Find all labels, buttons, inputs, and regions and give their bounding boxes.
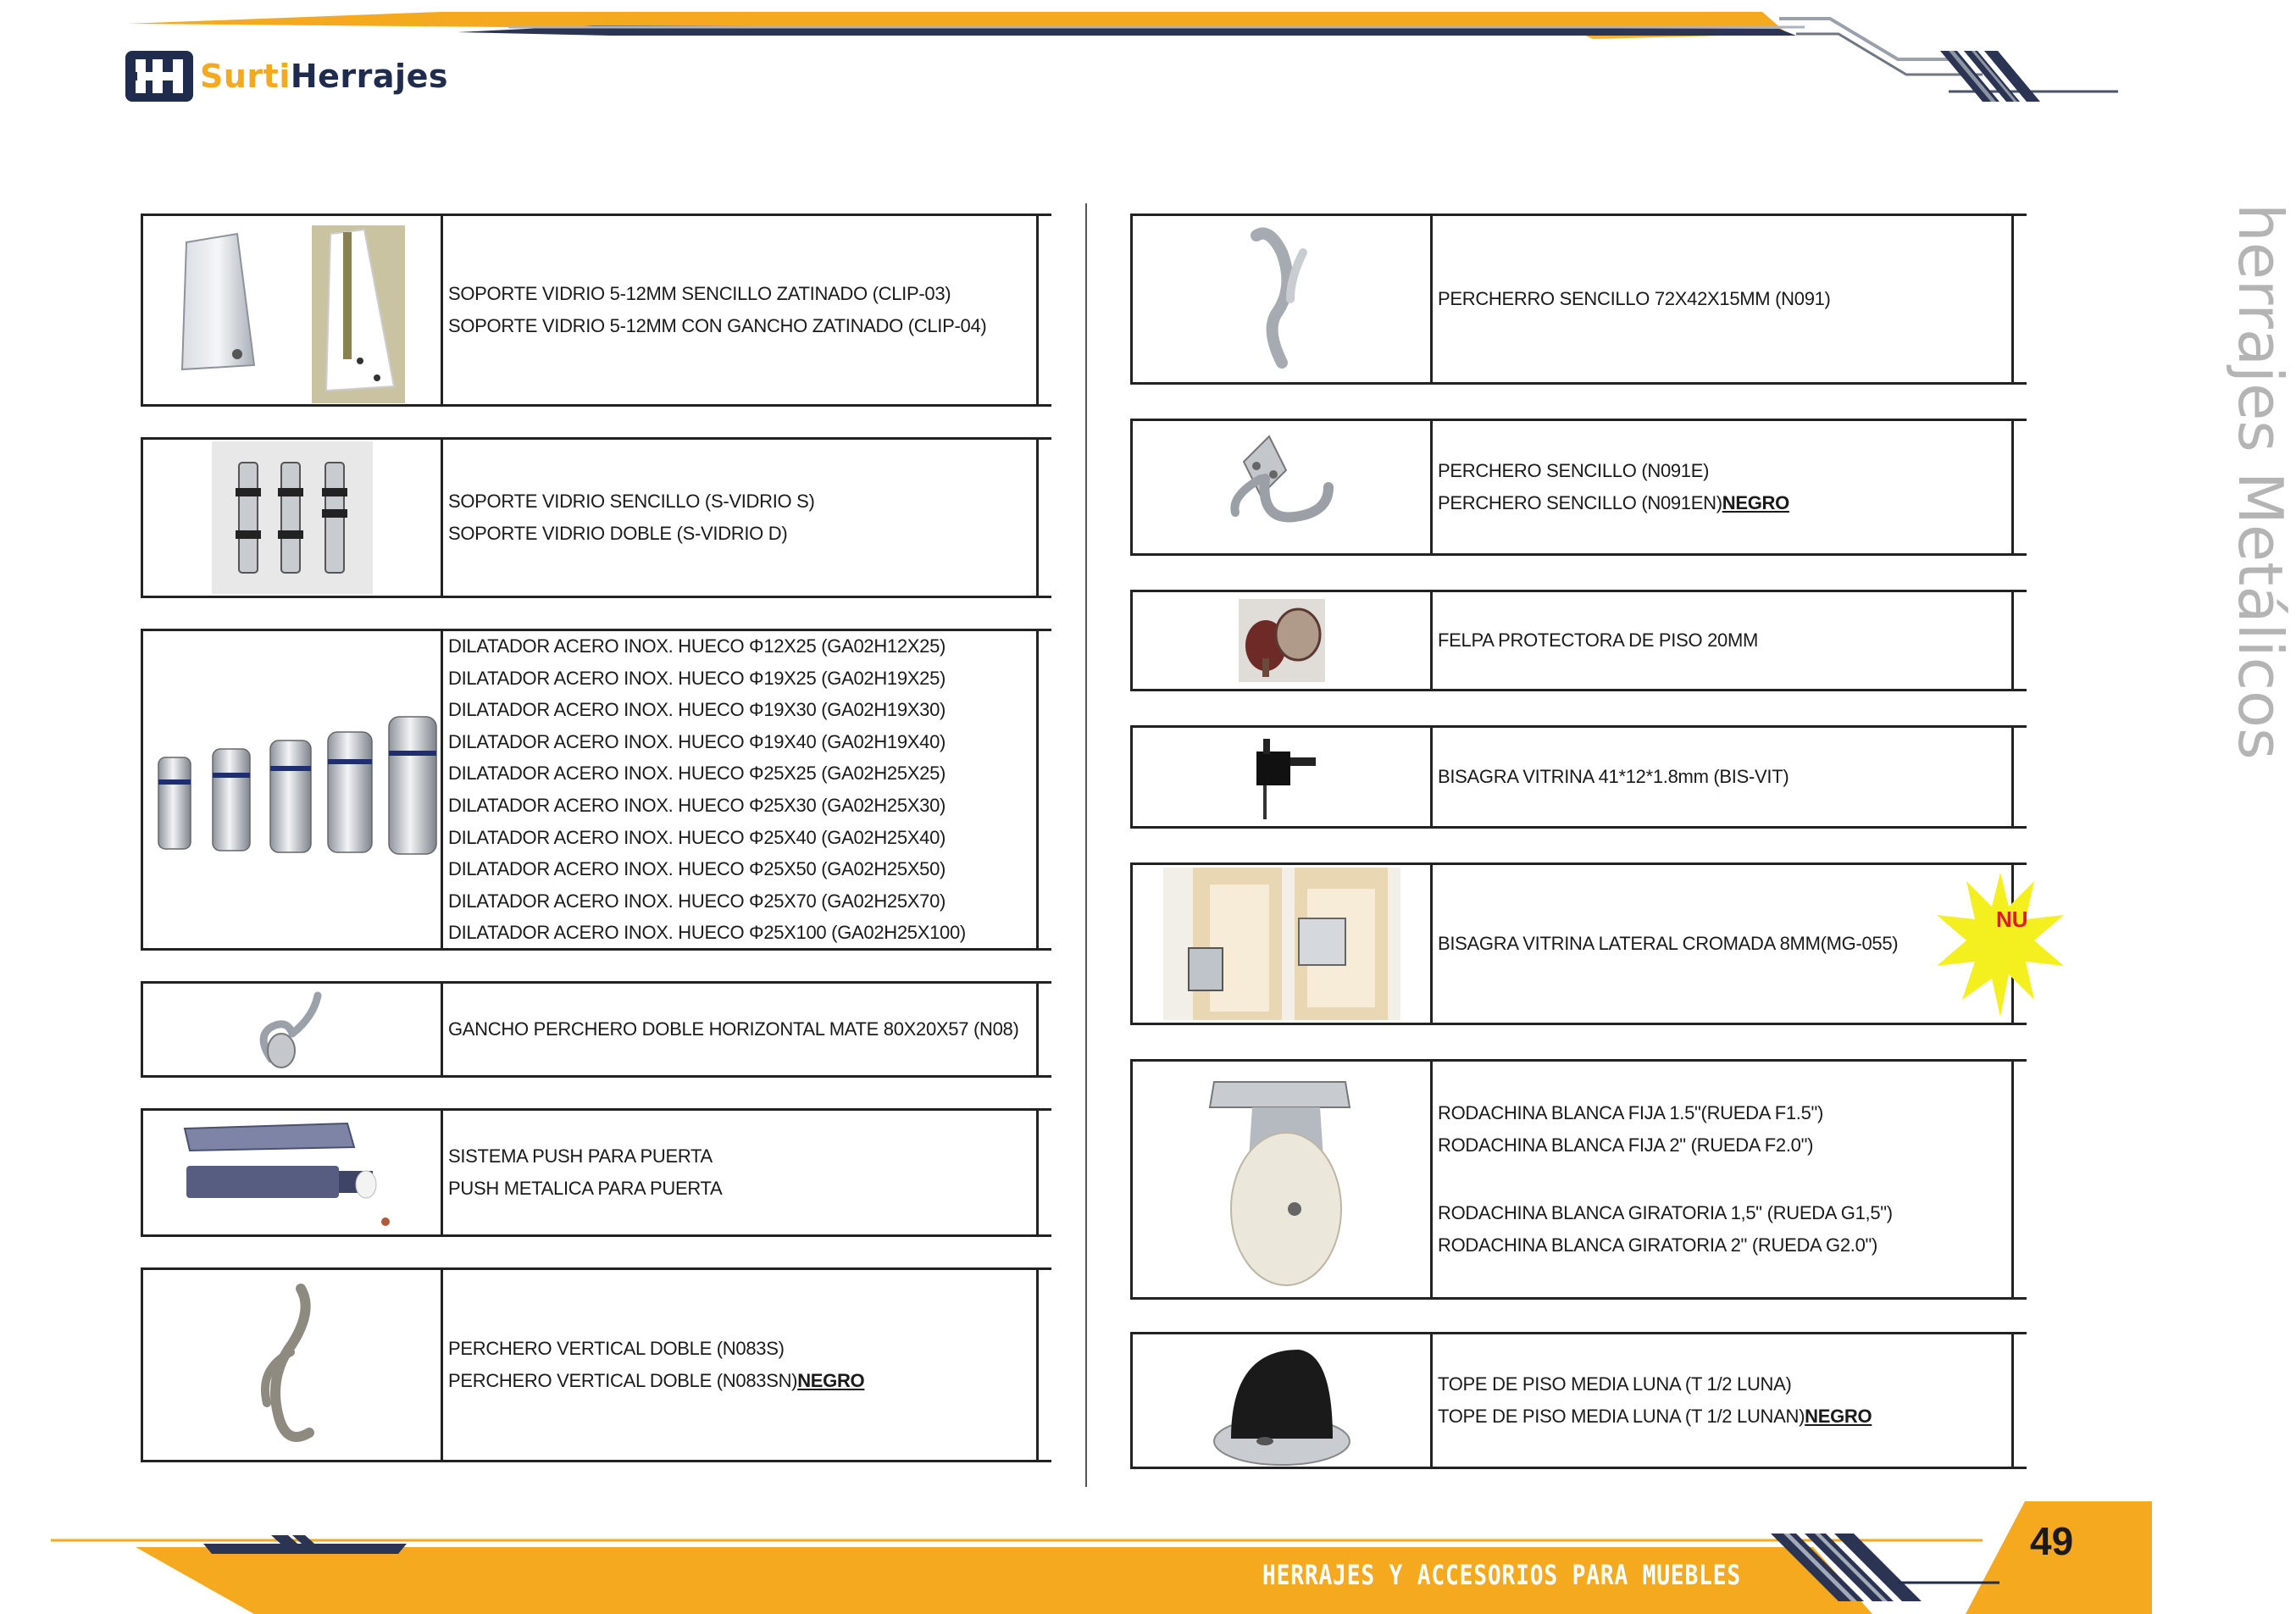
product-image-tope — [1133, 1334, 1433, 1467]
product-text-felpa — [1435, 592, 2014, 689]
glass-door-hinge-icon — [1163, 868, 1400, 1020]
product-line — [1438, 487, 2011, 519]
product-row-tope — [1130, 1332, 2027, 1469]
product-line: DILATADOR ACERO INOX. HUECO Φ12X25 (GA02H12X25) — [448, 635, 946, 657]
column-divider — [1085, 203, 1087, 1487]
product-row-bis-vit — [1130, 725, 2027, 829]
vertical-coat-hook-icon — [241, 1276, 343, 1454]
cabinet-hinge-icon — [1240, 730, 1324, 824]
product-line — [448, 1365, 1036, 1397]
product-line: DILATADOR ACERO INOX. HUECO Φ19X40 (GA02H19X40) — [448, 730, 946, 752]
product-line: PERCHERO VERTICAL DOBLE (N083S) — [448, 1338, 785, 1359]
product-row-n091 — [1130, 214, 2027, 385]
product-row-s-vidrio — [141, 437, 1051, 598]
product-row-rodachina — [1130, 1059, 2027, 1300]
product-image-n091e — [1133, 421, 1433, 553]
product-line: TOPE DE PISO MEDIA LUNA (T 1/2 LUNA) — [1438, 1373, 1792, 1395]
product-image-mg-055 — [1133, 865, 1433, 1023]
brand-name-part2: Herrajes — [290, 58, 448, 95]
product-line — [1438, 1400, 2011, 1433]
new-badge — [1937, 873, 2021, 1017]
product-line: SISTEMA PUSH PARA PUERTA — [448, 1145, 713, 1167]
product-line: RODACHINA BLANCA FIJA 1.5"(RUEDA F1.5") — [1438, 1102, 1824, 1123]
product-image-bis-vit — [1133, 728, 1433, 826]
product-row-n08 — [141, 981, 1051, 1078]
product-line: DILATADOR ACERO INOX. HUECO Φ25X25 (GA02H25X25) — [448, 763, 946, 785]
product-line: RODACHINA BLANCA GIRATORIA 1,5" (RUEDA G1,5") — [1438, 1202, 1893, 1223]
page-number: 49 — [2030, 1519, 2074, 1563]
standoff-cylinders-icon — [148, 705, 436, 874]
product-image-rodachina — [1133, 1062, 1433, 1297]
starburst-icon — [1937, 873, 2064, 1017]
brand-name-part1: Surti — [200, 58, 291, 95]
product-text-mg-055 — [1435, 865, 2014, 1023]
product-image-push — [143, 1111, 443, 1234]
product-line: PUSH METALICA PARA PUERTA — [448, 1178, 723, 1199]
product-row-felpa — [1130, 590, 2027, 691]
glass-standoff-icon — [212, 441, 373, 594]
side-title: herrajes Metálicos — [2225, 203, 2296, 760]
product-image-n091 — [1133, 216, 1433, 382]
product-image-dilatador — [143, 631, 443, 948]
single-hook-icon — [1231, 219, 1333, 380]
product-line: PERCHERO SENCILLO (N091E) — [1438, 460, 1710, 481]
product-image-n083 — [143, 1270, 443, 1460]
push-latch-icon — [169, 1113, 415, 1232]
product-line: SOPORTE VIDRIO SENCILLO (S-VIDRIO S) — [448, 491, 815, 512]
product-row-n083 — [141, 1267, 1051, 1462]
product-text-tope — [1435, 1334, 2014, 1467]
product-line: SOPORTE VIDRIO 5-12MM CON GANCHO ZATINADO (CLIP-04) — [448, 315, 987, 336]
product-row-clip — [141, 214, 1051, 407]
product-line: BISAGRA VITRINA 41*12*1.8mm (BIS-VIT) — [1438, 766, 1789, 787]
product-row-n091e — [1130, 419, 2027, 556]
glass-clip-icon — [153, 217, 432, 403]
product-line: SOPORTE VIDRIO 5-12MM SENCILLO ZATINADO (CLIP-03) — [448, 283, 951, 304]
product-text-bis-vit — [1435, 728, 2014, 826]
product-line: RODACHINA BLANCA FIJA 2" (RUEDA F2.0") — [1438, 1134, 1814, 1156]
product-line: DILATADOR ACERO INOX. HUECO Φ19X25 (GA02H19X25) — [448, 667, 946, 689]
product-text-n083 — [446, 1270, 1039, 1460]
product-line: PERCHERRO SENCILLO 72X42X15MM (N091) — [1438, 288, 1831, 309]
color-variant-black: NEGRO — [1805, 1406, 1872, 1427]
product-image-clip — [143, 216, 443, 404]
product-line: DILATADOR ACERO INOX. HUECO Φ25X100 (GA02H25X100) — [448, 922, 966, 944]
product-line: SOPORTE VIDRIO DOBLE (S-VIDRIO D) — [448, 523, 788, 544]
product-text-clip — [446, 216, 1039, 404]
door-stop-icon — [1206, 1333, 1358, 1468]
caster-wheel-icon — [1201, 1065, 1362, 1294]
product-line: DILATADOR ACERO INOX. HUECO Φ25X70 (GA02H25X70) — [448, 890, 946, 912]
product-line: DILATADOR ACERO INOX. HUECO Φ25X30 (GA02H25X30) — [448, 795, 946, 816]
product-text-n08 — [446, 984, 1039, 1075]
product-line-text: PERCHERO VERTICAL DOBLE (N083SN) — [448, 1370, 798, 1391]
color-variant-black: NEGRO — [797, 1370, 865, 1391]
product-line: DILATADOR ACERO INOX. HUECO Φ19X30 (GA02H19X30) — [448, 699, 946, 721]
double-hook-icon — [246, 983, 339, 1076]
logo-mark-icon — [124, 49, 195, 103]
color-variant-black: NEGRO — [1722, 492, 1789, 513]
brand-name — [200, 58, 448, 95]
product-line: FELPA PROTECTORA DE PISO 20MM — [1438, 630, 1759, 651]
line-spacer — [1438, 1162, 2011, 1197]
product-image-felpa — [1133, 592, 1433, 689]
felt-pad-icon — [1239, 599, 1325, 682]
footer-decoration — [0, 1491, 2169, 1614]
product-line: DILATADOR ACERO INOX. HUECO Φ25X40 (GA02H25X40) — [448, 826, 946, 848]
product-text-rodachina — [1435, 1062, 2014, 1297]
product-text-n091 — [1435, 216, 2014, 382]
product-line: DILATADOR ACERO INOX. HUECO Φ25X50 (GA02H25X50) — [448, 858, 946, 880]
product-line: BISAGRA VITRINA LATERAL CROMADA 8MM(MG-055) — [1438, 933, 1899, 954]
product-text-dilatador — [446, 631, 1039, 948]
product-row-dilatador — [141, 629, 1051, 951]
new-badge-text: NU — [1996, 907, 2028, 932]
product-text-n091e — [1435, 421, 2014, 553]
footer-title: HERRAJES Y ACCESORIOS PARA MUEBLES — [1262, 1559, 1742, 1591]
product-image-s-vidrio — [143, 440, 443, 596]
robe-hook-icon — [1210, 428, 1354, 546]
product-row-push — [141, 1108, 1051, 1237]
product-line-text: TOPE DE PISO MEDIA LUNA (T 1/2 LUNAN) — [1438, 1406, 1805, 1427]
product-row-mg-055 — [1130, 862, 2027, 1025]
product-line: GANCHO PERCHERO DOBLE HORIZONTAL MATE 80X20X57 (N08) — [448, 1018, 1019, 1040]
product-text-s-vidrio — [446, 440, 1039, 596]
product-line-text: PERCHERO SENCILLO (N091EN) — [1438, 492, 1722, 513]
product-text-push — [446, 1111, 1039, 1234]
product-line: RODACHINA BLANCA GIRATORIA 2" (RUEDA G2.0") — [1438, 1234, 1878, 1256]
product-image-n08 — [143, 984, 443, 1075]
brand-logo — [124, 47, 448, 106]
